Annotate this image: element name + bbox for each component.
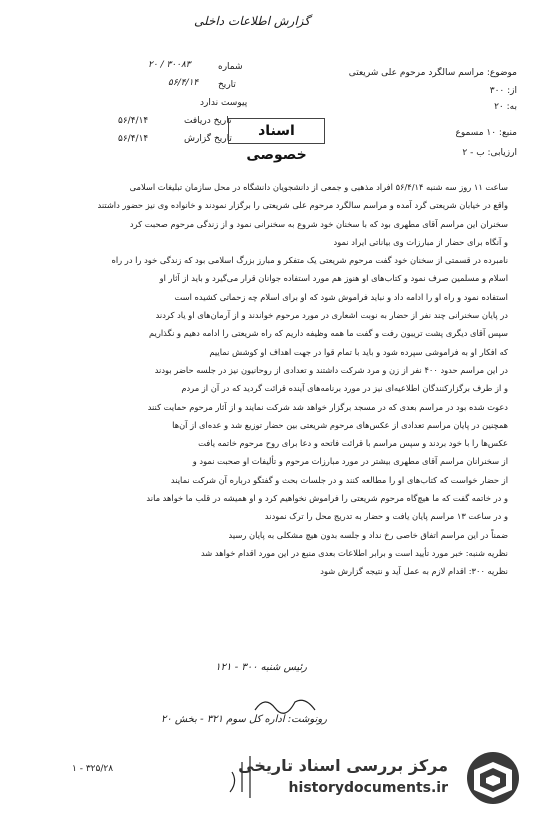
body-line: واقع در خیابان شریعتی گرد آمده و مراسم سالگرد مرحوم علی شریعتی را برگزار نمودند و خانواده وی نیز حضور داشتند	[97, 200, 508, 211]
date-value: ۵۶/۴/۱۴	[168, 78, 199, 88]
signature-2: رونوشت: اداره کل سوم ۳۲۱ - بخش ۲۰	[160, 714, 327, 725]
date-label: تاریخ	[218, 80, 236, 90]
body-line: در پایان سخنرانی چند نفر از حضار به نوبت اشعاری در مورد مرحوم خواندند و از آرمان‌های او یاد کردند	[155, 310, 508, 321]
body-line: نامبرده در قسمتی از سخنان خود گفت مرحوم شریعتی یک متفکر و مبارز بزرگ اسلامی بود که زندگی خود را در راه	[111, 255, 508, 266]
number-label: شماره	[218, 62, 243, 72]
from-line: از: ۳۰۰	[489, 86, 517, 96]
body-line: نظریه ۳۰۰: اقدام لازم به عمل آید و نتیجه گزارش شود	[320, 566, 508, 577]
body-line: ساعت ۱۱ روز سه شنبه ۵۶/۴/۱۴ افراد مذهبی و جمعی از دانشجویان دانشگاه در محل سازمان تبلیغات اسلامی	[129, 182, 508, 192]
watermark-url: historydocuments.ir	[288, 780, 448, 796]
body-line: و از طرف برگزارکنندگان اطلاعیه‌ای نیز در مورد برنامه‌های آینده قرائت گردید که در آن از مردم	[181, 383, 508, 394]
body-line: اسلام و مسلمین صرف نمود و کتاب‌های او هنوز هم مورد استفاده جوانان قرار می‌گیرد و باید از آثار او	[159, 273, 508, 284]
body-line: عکس‌ها را با خود بردند و سپس مراسم با قرائت فاتحه و دعا برای روح مرحوم خاتمه یافت	[198, 438, 508, 449]
signature-scribble	[250, 690, 320, 720]
report-body	[30, 178, 508, 581]
body-line: از حضار خواست که کتاب‌های او را مطالعه کنند و در جلسات بحث و گفتگو درباره آن شرکت نمایند	[170, 474, 508, 485]
subject-line: موضوع: مراسم سالگرد مرحوم علی شریعتی	[348, 68, 517, 78]
body-line: ضمناً در این مراسم اتفاق خاصی رخ نداد و جلسه بدون هیچ مشکلی به پایان رسید	[228, 529, 508, 540]
source-line: منبع: ۱۰ مسموع	[455, 128, 517, 138]
evaluation-line: ارزیابی: ب - ۲	[462, 148, 517, 158]
receipt-date: ۵۶/۴/۱۴	[118, 116, 149, 126]
body-line: استفاده نمود و راه او را ادامه داد و نباید فراموش شود که او برای اسلام چه زحماتی کشیده است	[174, 291, 508, 302]
attachment-label: پیوست ندارد	[200, 98, 248, 108]
body-line: نظریه شنبه: خبر مورد تأیید است و برابر اطلاعات بعدی منبع در این مورد اقدام خواهد شد	[200, 547, 508, 558]
archive-logo-icon	[460, 750, 526, 806]
body-line: و در خاتمه گفت که ما هیچ‌گاه مرحوم شریعتی را فراموش نخواهیم کرد و او همیشه در قلب ما خواهد ماند	[146, 493, 508, 504]
body-line: و در ساعت ۱۳ مراسم پایان یافت و حضار به تدریج محل را ترک نمودند	[264, 511, 508, 522]
signature-1: رئیس شنبه ۳۰۰ - ۱۲۱	[215, 662, 307, 673]
receipt-date-label: تاریخ دریافت	[184, 116, 232, 126]
body-line: همچنین در پایان مراسم تعدادی از عکس‌های مرحوم شریعتی بین حضار توزیع شد و عده‌ای از آن‌ها	[172, 419, 508, 430]
to-line: به: ۲۰	[494, 102, 517, 112]
body-line: از سخنرانان مراسم آقای مطهری بیشتر در مورد مبارزات مرحوم و تألیفات او صحبت نمود و	[192, 456, 508, 467]
body-line: که افکار او به فراموشی سپرده شود و باید با تمام قوا در جهت اهداف او کوشش نماییم	[209, 346, 508, 357]
body-line: سخنران این مراسم آقای مطهری بود که با سخنان خود شروع به سخنرانی نمود و از زندگی مرحوم صحبت کرد	[129, 218, 508, 229]
stamp-box: اسناد خصوصی	[228, 118, 325, 144]
report-date-label: تاریخ گزارش	[184, 134, 232, 144]
report-date: ۵۶/۴/۱۴	[118, 134, 149, 144]
watermark-title: مرکز بررسی اسناد تاریخی	[238, 756, 448, 775]
archive-watermark	[238, 750, 532, 806]
document-title: گزارش اطلاعات داخلی	[194, 14, 310, 28]
body-line: و آنگاه برای حضار از مبارزات وی بیاناتی ایراد نمود	[333, 236, 508, 247]
number-value: ۳۰۰۸۳ / ۲۰	[148, 60, 191, 70]
body-line: سپس آقای دیگری پشت تریبون رفت و گفت ما همه وظیفه داریم که راه شریعتی را ادامه دهیم و نگذاریم	[149, 328, 508, 339]
body-line: در این مراسم حدود ۴۰۰ نفر از زن و مرد شرکت داشتند و تعدادی از روحانیون نیز در جلسه حاضر بودند	[154, 364, 508, 375]
signature-3: ۳۲۵/۲۸ - ۱	[72, 764, 114, 774]
body-line: دعوت شده بود در مراسم بعدی که در مسجد برگزار خواهد شد شرکت نمایند و از آثار مرحوم حمایت کنند	[147, 401, 508, 412]
